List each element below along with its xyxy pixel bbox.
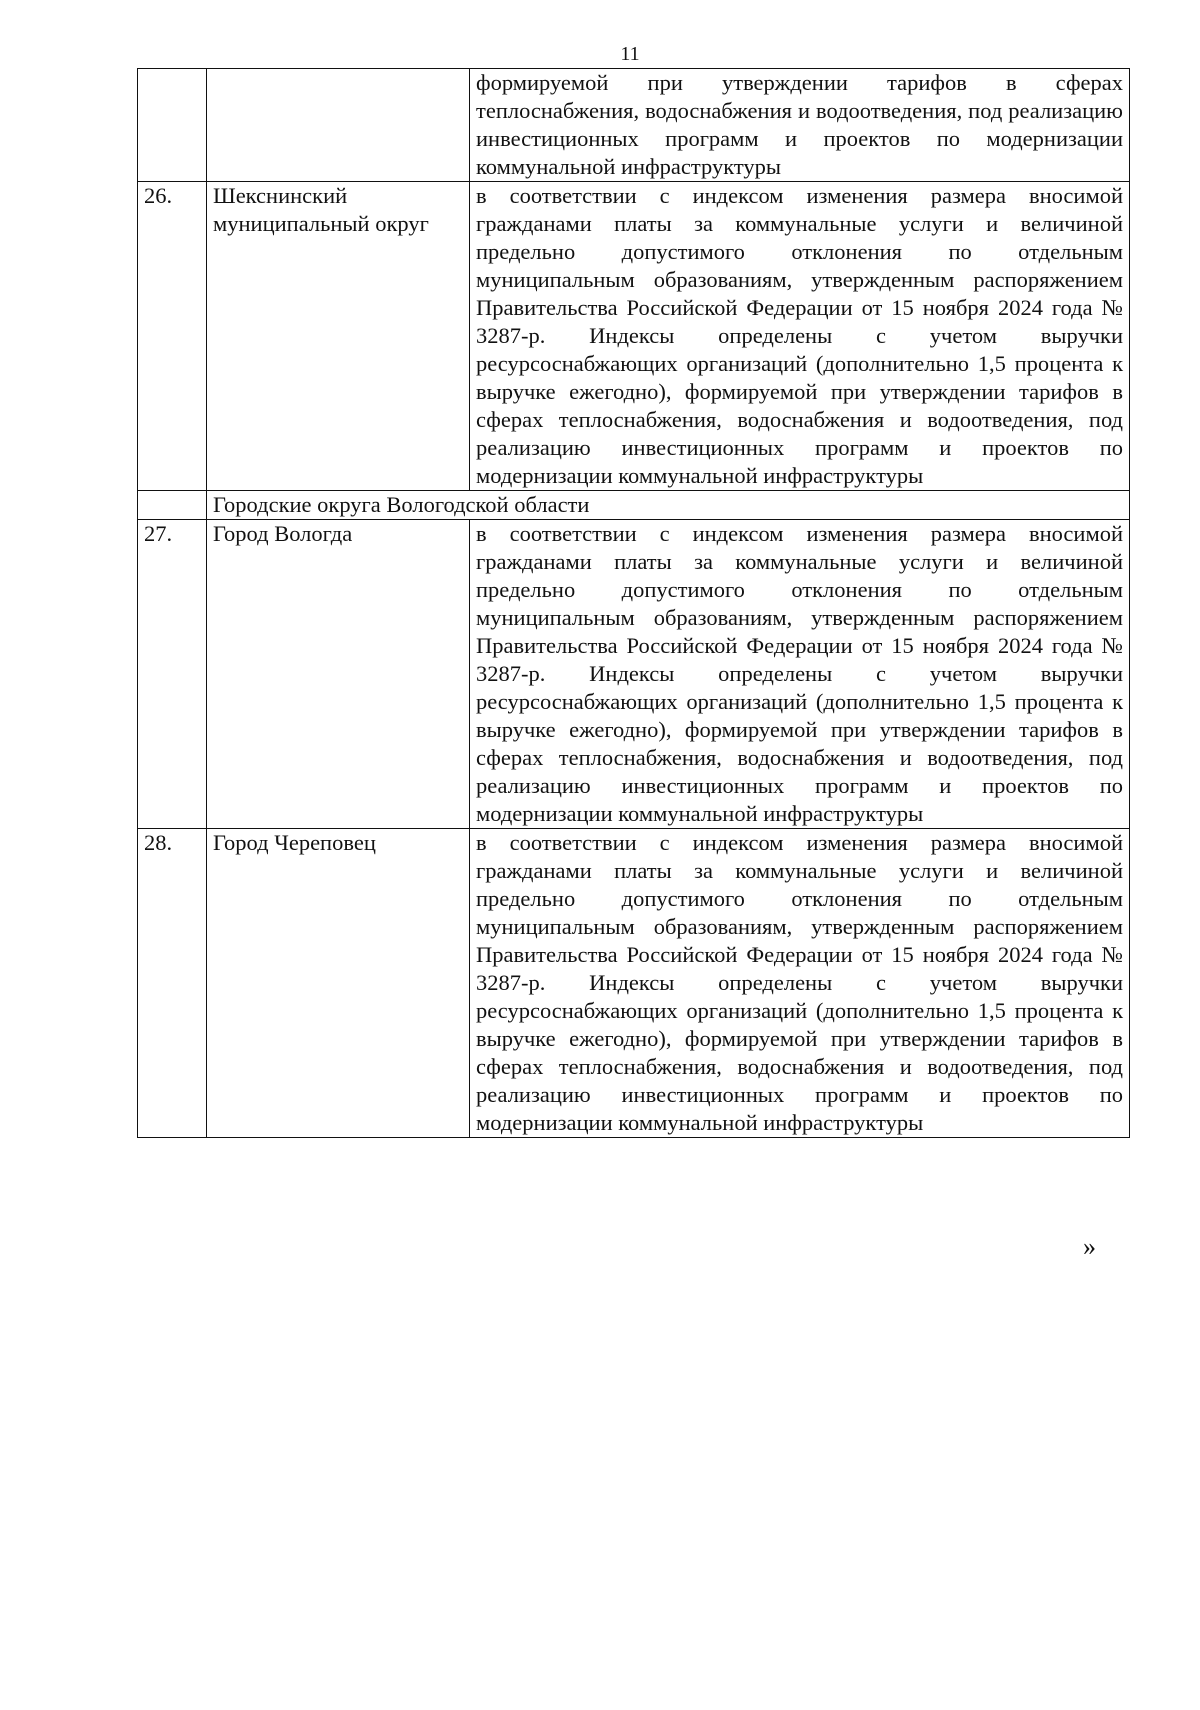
section-heading: Городские округа Вологодской области — [207, 491, 1130, 520]
section-number-cell — [138, 491, 207, 520]
row-number: 28. — [138, 829, 207, 1138]
table-row-continuation — [138, 69, 1130, 182]
table-row — [138, 829, 1130, 1138]
row-municipality-name: Город Череповец — [207, 829, 470, 1138]
row-description: в соответствии с индексом изменения размера вносимой гражданами платы за коммунальные услуги и величиной предельно допустимого отклонения по отдельным муниципальным образованиям, утвержденным распоряжением Правительства Российской Федерации от 15 ноября 2024 года № 3287-р. Индексы определены с учетом выручки ресурсоснабжающих организаций (дополнительно 1,5 процента к выручке ежегодно), формируемой при утверждении тарифов в сферах теплоснабжения, водоснабжения и водоотведения, под реализацию инвестиционных программ и проектов по модернизации коммунальной инфраструктуры — [470, 829, 1130, 1138]
table-row — [138, 520, 1130, 829]
row-description: в соответствии с индексом изменения размера вносимой гражданами платы за коммунальные услуги и величиной предельно допустимого отклонения по отдельным муниципальным образованиям, утвержденным распоряжением Правительства Российской Федерации от 15 ноября 2024 года № 3287-р. Индексы определены с учетом выручки ресурсоснабжающих организаций (дополнительно 1,5 процента к выручке ежегодно), формируемой при утверждении тарифов в сферах теплоснабжения, водоснабжения и водоотведения, под реализацию инвестиционных программ и проектов по модернизации коммунальной инфраструктуры — [470, 182, 1130, 491]
row-description-cell: формируемой при утверждении тарифов в сферах теплоснабжения, водоснабжения и водоотведения, под реализацию инвестиционных программ и проектов по модернизации коммунальной инфраструктуры — [470, 69, 1130, 182]
tariff-index-table — [137, 68, 1130, 1138]
row-name-cell — [207, 69, 470, 182]
row-number: 26. — [138, 182, 207, 491]
closing-quote-mark: » — [1083, 1232, 1096, 1261]
row-description: в соответствии с индексом изменения размера вносимой гражданами платы за коммунальные услуги и величиной предельно допустимого отклонения по отдельным муниципальным образованиям, утвержденным распоряжением Правительства Российской Федерации от 15 ноября 2024 года № 3287-р. Индексы определены с учетом выручки ресурсоснабжающих организаций (дополнительно 1,5 процента к выручке ежегодно), формируемой при утверждении тарифов в сферах теплоснабжения, водоснабжения и водоотведения, под реализацию инвестиционных программ и проектов по модернизации коммунальной инфраструктуры — [470, 520, 1130, 829]
page-number: 11 — [620, 43, 640, 65]
row-municipality-name: Шекснинский муниципальный округ — [207, 182, 470, 491]
row-number-cell — [138, 69, 207, 182]
table-row — [138, 182, 1130, 491]
row-municipality-name: Город Вологда — [207, 520, 470, 829]
section-heading-row — [138, 491, 1130, 520]
row-number: 27. — [138, 520, 207, 829]
